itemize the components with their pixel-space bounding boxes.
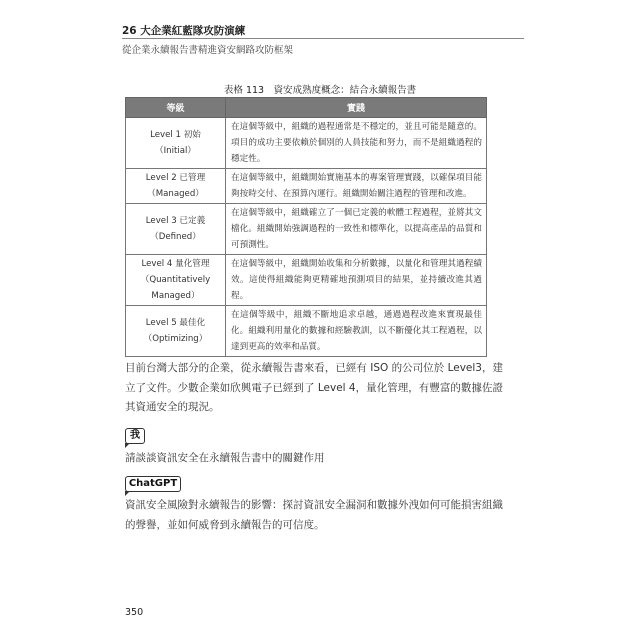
level-cell bbox=[126, 306, 226, 357]
practice-cell: 在這個等級中，組織確立了一個已定義的軟體工程過程，並將其文檔化。組織開始強調過程的一致性和標準化，以提高產品的品質和可預測性。 bbox=[226, 204, 487, 255]
page-number: 350 bbox=[125, 607, 144, 618]
level-name: Level 4 量化管理 bbox=[141, 259, 210, 269]
table-row bbox=[126, 255, 487, 306]
header-rule bbox=[122, 38, 524, 39]
level-cell bbox=[126, 204, 226, 255]
table-header-row bbox=[126, 98, 487, 118]
user-prompt: 請談談資訊安全在永續報告書中的關鍵作用 bbox=[125, 452, 325, 464]
body-paragraph: 目前台灣大部分的企業，從永續報告書來看，已經有 ISO 的公司位於 Level3，建立了文件。少數企業如欣興電子已經到了 Level 4，量化管理，有豐富的數據佐證其資通安全的現況。 bbox=[125, 362, 503, 413]
level-name: Level 3 已定義 bbox=[145, 216, 206, 226]
level-english: （Quantitatively bbox=[140, 275, 211, 285]
table-row bbox=[126, 118, 487, 169]
level-name: Level 2 已管理 bbox=[145, 173, 206, 183]
table-row bbox=[126, 306, 487, 357]
maturity-table bbox=[125, 97, 487, 357]
user-label-tag: 我 bbox=[125, 428, 145, 444]
practice-cell: 在這個等級中，組織不斷地追求卓越，通過過程改進來實現最佳化。組織利用量化的數據和經驗教訓，以不斷優化其工程過程，以達到更高的效率和品質。 bbox=[226, 306, 487, 357]
level-english: （Initial） bbox=[155, 146, 196, 156]
table-row bbox=[126, 169, 487, 204]
level-english: （Managed） bbox=[147, 189, 204, 199]
table-row bbox=[126, 204, 487, 255]
level-english: （Optimizing） bbox=[143, 334, 208, 344]
level-cell bbox=[126, 118, 226, 169]
level-cell bbox=[126, 255, 226, 306]
column-header-level: 等級 bbox=[126, 98, 226, 118]
practice-cell: 在這個等級中，組織開始收集和分析數據，以量化和管理其過程績效。這使得組織能夠更精確地預測項目的結果，並持續改進其過程。 bbox=[226, 255, 487, 306]
table-caption: 表格 113 資安成熟度概念：結合永續報告書 bbox=[223, 85, 417, 96]
level-name: Level 1 初始 bbox=[150, 130, 201, 140]
practice-cell: 在這個等級中，組織的過程通常是不穩定的，並且可能是隨意的。項目的成功主要依賴於個別的人員技能和努力，而不是組織過程的穩定性。 bbox=[226, 118, 487, 169]
chatgpt-reply: 資訊安全風險對永續報告的影響：探討資訊安全漏洞和數據外洩如何可能損害組織的聲譽，並如何威脅到永續報告的可信度。 bbox=[125, 499, 503, 531]
chapter-subtitle: 從企業永續報告書精進資安網路攻防框架 bbox=[122, 45, 294, 56]
level-name: Level 5 最佳化 bbox=[145, 318, 206, 328]
chatgpt-label-tag: ChatGPT bbox=[125, 476, 181, 492]
column-header-practice: 實踐 bbox=[226, 98, 487, 118]
level-cell bbox=[126, 169, 226, 204]
chapter-title: 26 大企業紅藍隊攻防演練 bbox=[122, 25, 246, 37]
practice-cell: 在這個等級中，組織開始實施基本的專案管理實踐，以確保項目能夠按時交付、在預算內運行。組織開始關注過程的管理和改進。 bbox=[226, 169, 487, 204]
level-english: （Defined） bbox=[150, 232, 201, 242]
level-english-cont: Managed） bbox=[151, 291, 200, 301]
